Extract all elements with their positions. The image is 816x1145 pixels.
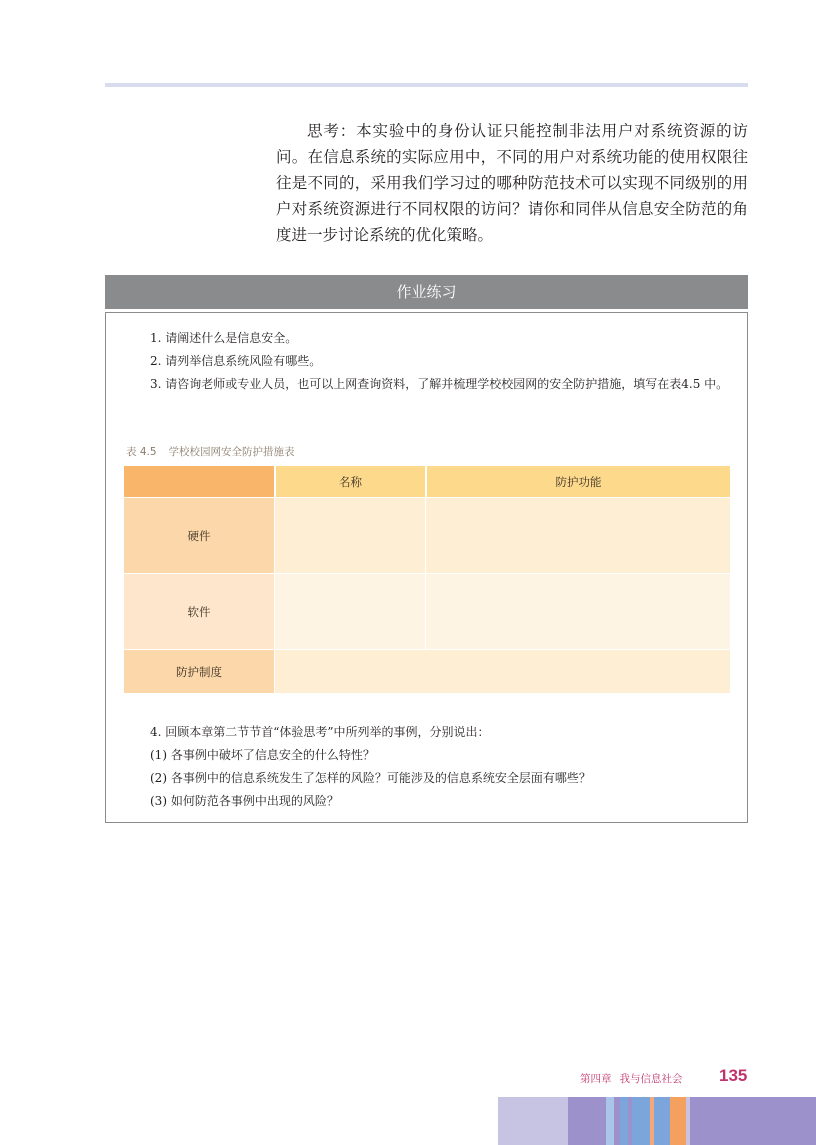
table-row-software-label: 软件 [124,574,274,649]
footer-chapter-number: 第四章 [580,1073,612,1085]
question-4-1-block [126,744,731,767]
question-3: 3. 请咨询老师或专业人员，也可以上网查询资料，了解并梳理学校校园网的安全防护措施，填写在表4.5 中。 [150,377,729,391]
question-2-block [126,350,731,373]
table-cell-software-function [426,574,730,649]
question-4-1: (1) 各事例中破坏了信息安全的什么特性？ [150,748,375,762]
table-caption-title: 学校校园网安全防护措施表 [168,446,295,458]
top-divider [105,83,748,87]
footer-chapter-title: 我与信息社会 [619,1073,683,1085]
page-number: 135 [719,1066,748,1085]
question-4-3-block [126,790,731,813]
question-1: 1. 请阐述什么是信息安全。 [150,331,298,345]
table-cell-hardware-name [275,498,425,573]
table-cell-software-name [275,574,425,649]
question-4-block [126,721,731,744]
table-header-name: 名称 [275,466,425,497]
table-header-function: 防护功能 [426,466,730,497]
table-cell-policy-content [275,650,730,693]
question-4-2-block [126,767,731,790]
table-row-hardware-label: 硬件 [124,498,274,573]
footer-chapter [580,1071,683,1086]
table-caption [126,444,295,459]
question-3-block [126,373,731,396]
question-4-2: (2) 各事例中的信息系统发生了怎样的风险？可能涉及的信息系统安全层面有哪些？ [150,771,591,785]
question-2: 2. 请列举信息系统风险有哪些。 [150,354,322,368]
homework-box [105,312,748,823]
table-row-policy-label: 防护制度 [124,650,274,693]
table-corner-cell [124,466,274,497]
question-4: 4. 回顾本章第二节节首“体验思考”中所列举的事例，分别说出： [150,725,490,739]
table-caption-number: 表 4.5 [126,446,157,458]
think-paragraph: 思考：本实验中的身份认证只能控制非法用户对系统资源的访问。在信息系统的实际应用中，不同的用户对系统功能的使用权限往往是不同的，采用我们学习过的哪种防范技术可以实现不同级别的用户对系统资源进行不同权限的访问？请你和同伴从信息安全防范的角度进一步讨论系统的优化策略。 [276,122,748,244]
think-paragraph-block [276,118,748,248]
homework-title: 作业练习 [105,275,748,309]
table-cell-hardware-function [426,498,730,573]
question-4-3: (3) 如何防范各事例中出现的风险？ [150,794,339,808]
question-1-block [126,327,731,350]
